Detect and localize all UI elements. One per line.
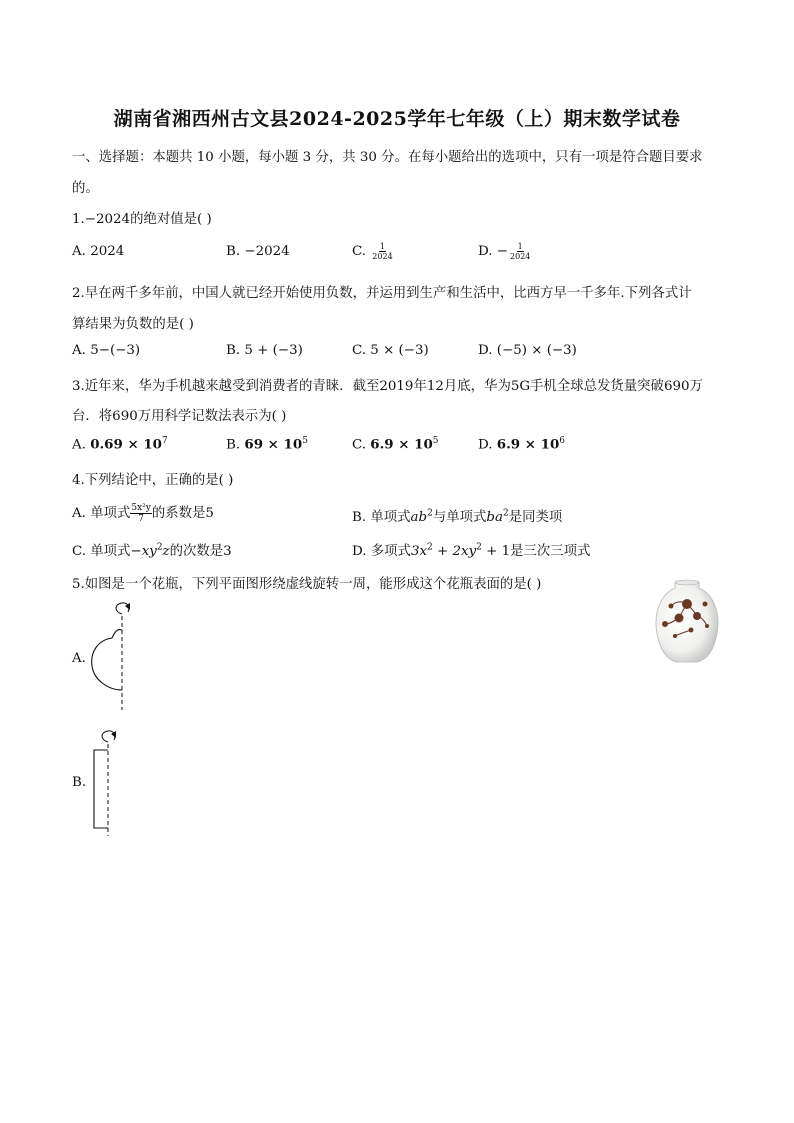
fraction: $\frac{1}{2024}$ [372,242,393,261]
q3-option-a[interactable]: A. $0.69 \times 10^7$ [72,436,168,453]
q1-number: 1. [72,212,85,227]
q5-option-a-label[interactable]: A. [72,651,86,666]
q5-option-b-label[interactable]: B. [72,775,87,790]
q4-stem: 4.下列结论中，正确的是( ) [72,473,234,488]
q4-option-b[interactable]: B. 单项式$ab^2$与单项式$ba^2$是同类项 [352,508,563,525]
section-heading-line2: 的。 [72,181,99,196]
q5-stem: 5.如图是一个花瓶，下列平面图形绕虚线旋转一周，能形成这个花瓶表面的是( ) [72,577,542,592]
q3-stem-line2: 台．将690万用科学记数法表示为( ) [72,409,287,424]
q2-stem-line1: 2.早在两千多年前，中国人就已经开始使用负数，并运用到生产和生活中，比西方早一千多年.下列各式计 [72,286,692,301]
q5-option-b-figure[interactable] [88,728,138,838]
q2-option-d[interactable]: D. (−5) × (−3) [478,343,577,358]
section-heading-line1: 一、选择题：本题共 10 小题，每小题 3 分，共 30 分。在每小题给出的选项中，只有一项是符合题目要求 [72,150,703,165]
q3-option-d[interactable]: D. $6.9 \times 10^6$ [478,436,565,453]
q1-option-c[interactable] [352,242,393,261]
option-label: C. [352,244,367,259]
option-label: B. [226,244,241,259]
q1-stem [72,208,212,227]
option-label: A. [72,244,86,259]
q1-option-a[interactable] [72,244,124,259]
option-label: D. [478,244,493,259]
q2-option-a[interactable]: A. 5−(−3) [72,343,141,358]
q1-stem-math: −2024 [84,212,131,227]
q4-option-c[interactable]: C. 单项式$-xy^2z$的次数是3 [72,542,232,559]
q3-stem-line1: 3.近年来，华为手机越来越受到消费者的青睐．截至2019年12月底，华为5G手机全球总发货量突破690万 [72,379,703,394]
option-value: −2024 [244,244,290,259]
q1-option-d[interactable]: D. − $\frac{1}{2024}$ [478,242,531,261]
q4-option-a[interactable]: A. 单项式 $\frac{\text{5x²y}}{7}$ 的系数是5 [72,503,214,524]
q1-option-b[interactable] [226,244,290,259]
q5-option-a-figure[interactable] [88,600,138,712]
option-value: 2024 [90,244,125,259]
q3-option-c[interactable]: C. $6.9 \times 10^5$ [352,436,439,453]
vase-image [651,578,723,664]
q2-option-b[interactable]: B. 5 + (−3) [226,343,303,358]
fraction: $\frac{1}{2024}$ [510,242,531,261]
q2-stem-line2: 算结果为负数的是( ) [72,317,194,332]
q3-option-b[interactable]: B. $69 \times 10^5$ [226,436,308,453]
q4-option-d[interactable]: D. 多项式$3x^2 + 2xy^2 + 1$是三次三项式 [352,542,591,559]
q1-stem-text: 的绝对值是( ) [130,212,212,227]
fraction: $\frac{\text{5x²y}}{7}$ [131,503,151,524]
q2-option-c[interactable]: C. 5 × (−3) [352,343,429,358]
page-title: 湖南省湘西州古文县2024-2025学年七年级（上）期末数学试卷 [113,108,681,130]
